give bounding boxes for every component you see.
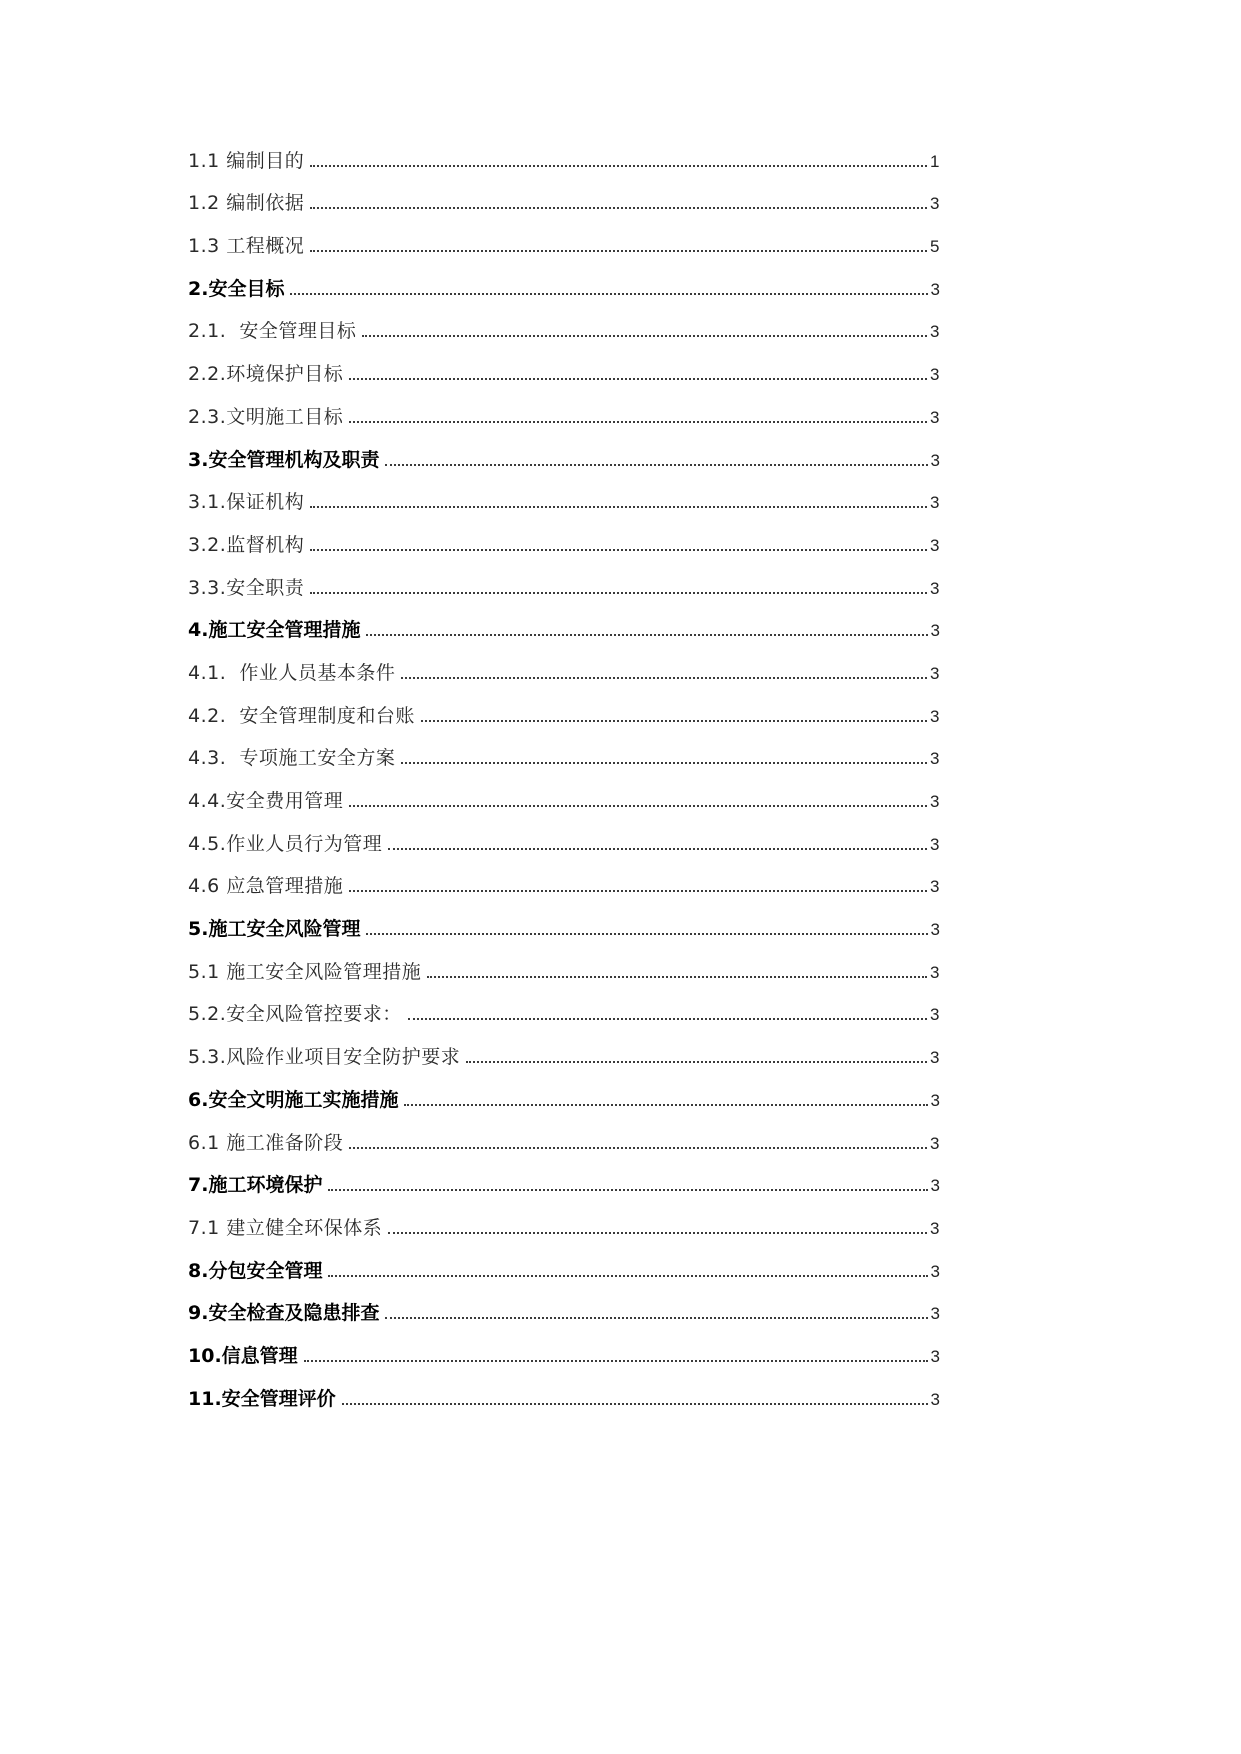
toc-entry-title: 4.5.作业人员行为管理 xyxy=(188,832,383,855)
toc-dot-leader xyxy=(362,335,927,337)
toc-subentry[interactable] xyxy=(188,1199,940,1242)
toc-subentry[interactable] xyxy=(188,303,940,346)
toc-entry-title: 8.分包安全管理 xyxy=(188,1259,323,1282)
toc-entry-title: 2.2.环境保护目标 xyxy=(188,363,344,386)
toc-entry-title: 11.安全管理评价 xyxy=(188,1387,336,1410)
toc-page-number: 3 xyxy=(930,407,940,427)
toc-entry-title: 3.2.监督机构 xyxy=(188,533,305,556)
toc-dot-leader xyxy=(466,1061,927,1063)
toc-dot-leader xyxy=(328,1275,927,1277)
toc-dot-leader xyxy=(385,464,927,466)
toc-page-number: 3 xyxy=(930,279,940,299)
toc-page-number: 1 xyxy=(930,151,940,171)
toc-subentry[interactable] xyxy=(188,1028,940,1071)
toc-dot-leader xyxy=(401,677,927,679)
toc-page-number: 3 xyxy=(930,535,940,555)
toc-entry-title: 10.信息管理 xyxy=(188,1344,298,1367)
toc-entry-title: 3.1.保证机构 xyxy=(188,491,305,514)
toc-heading-entry[interactable] xyxy=(188,602,940,645)
toc-page-number: 3 xyxy=(930,578,940,598)
toc-dot-leader xyxy=(349,378,927,380)
toc-page-number: 3 xyxy=(930,365,940,385)
toc-entry-title: 5.1 施工安全风险管理措施 xyxy=(188,960,422,983)
toc-heading-entry[interactable] xyxy=(188,1242,940,1285)
toc-dot-leader xyxy=(310,165,927,167)
toc-dot-leader xyxy=(310,506,927,508)
table-of-contents xyxy=(188,132,940,1413)
toc-page-number: 3 xyxy=(930,322,940,342)
toc-page-number: 3 xyxy=(930,663,940,683)
toc-entry-title: 6.1 施工准备阶段 xyxy=(188,1131,344,1154)
toc-entry-title: 2.3.文明施工目标 xyxy=(188,405,344,428)
toc-dot-leader xyxy=(310,250,927,252)
toc-dot-leader xyxy=(349,890,927,892)
toc-page-number: 3 xyxy=(930,1304,940,1324)
toc-dot-leader xyxy=(385,1317,927,1319)
toc-page-number: 3 xyxy=(930,493,940,513)
toc-heading-entry[interactable] xyxy=(188,1071,940,1114)
toc-subentry[interactable] xyxy=(188,175,940,218)
toc-page-number: 3 xyxy=(930,877,940,897)
toc-subentry[interactable] xyxy=(188,730,940,773)
toc-subentry[interactable] xyxy=(188,474,940,517)
toc-subentry[interactable] xyxy=(188,986,940,1029)
toc-dot-leader xyxy=(366,933,927,935)
toc-dot-leader xyxy=(349,805,927,807)
toc-dot-leader xyxy=(328,1189,927,1191)
toc-entry-title: 4.3. 专项施工安全方案 xyxy=(188,747,396,770)
toc-subentry[interactable] xyxy=(188,772,940,815)
toc-heading-entry[interactable] xyxy=(188,1327,940,1370)
toc-heading-entry[interactable] xyxy=(188,1285,940,1328)
toc-heading-entry[interactable] xyxy=(188,1157,940,1200)
toc-page-number: 3 xyxy=(930,920,940,940)
toc-entry-title: 7.1 建立健全环保体系 xyxy=(188,1216,383,1239)
toc-subentry[interactable] xyxy=(188,943,940,986)
toc-entry-title: 3.安全管理机构及职责 xyxy=(188,448,380,471)
toc-entry-title: 2.安全目标 xyxy=(188,277,285,300)
toc-page-number: 3 xyxy=(930,749,940,769)
toc-page-number: 3 xyxy=(930,1261,940,1281)
toc-entry-title: 3.3.安全职责 xyxy=(188,576,305,599)
toc-page-number: 3 xyxy=(930,1133,940,1153)
toc-page-number: 3 xyxy=(930,194,940,214)
toc-page-number: 3 xyxy=(930,1090,940,1110)
toc-page-number: 5 xyxy=(930,237,940,257)
toc-heading-entry[interactable] xyxy=(188,900,940,943)
toc-page-number: 3 xyxy=(930,706,940,726)
toc-dot-leader xyxy=(349,1147,927,1149)
toc-subentry[interactable] xyxy=(188,1114,940,1157)
toc-heading-entry[interactable] xyxy=(188,431,940,474)
toc-entry-title: 1.2 编制依据 xyxy=(188,192,305,215)
toc-page-number: 3 xyxy=(930,1176,940,1196)
toc-page-number: 3 xyxy=(930,1218,940,1238)
toc-heading-entry[interactable] xyxy=(188,1370,940,1413)
toc-page-number: 3 xyxy=(930,834,940,854)
toc-dot-leader xyxy=(310,549,927,551)
toc-page-number: 3 xyxy=(930,1389,940,1409)
toc-dot-leader xyxy=(310,592,927,594)
toc-entry-title: 4.6 应急管理措施 xyxy=(188,875,344,898)
toc-entry-title: 9.安全检查及隐患排查 xyxy=(188,1302,380,1325)
toc-dot-leader xyxy=(404,1104,927,1106)
toc-entry-title: 5.施工安全风险管理 xyxy=(188,918,361,941)
toc-page-number: 3 xyxy=(930,1048,940,1068)
toc-subentry[interactable] xyxy=(188,644,940,687)
toc-dot-leader xyxy=(408,1018,927,1020)
toc-dot-leader xyxy=(401,762,927,764)
toc-heading-entry[interactable] xyxy=(188,260,940,303)
toc-dot-leader xyxy=(304,1360,928,1362)
toc-dot-leader xyxy=(427,976,927,978)
toc-page-number: 3 xyxy=(930,792,940,811)
toc-page-number: 3 xyxy=(930,1005,940,1025)
toc-entry-title: 1.3 工程概况 xyxy=(188,235,305,258)
toc-entry-title: 4.2. 安全管理制度和台账 xyxy=(188,704,415,727)
toc-dot-leader xyxy=(342,1403,928,1405)
toc-entry-title: 7.施工环境保护 xyxy=(188,1174,323,1197)
toc-entry-title: 4.1. 作业人员基本条件 xyxy=(188,661,396,684)
toc-dot-leader xyxy=(366,634,927,636)
toc-subentry[interactable] xyxy=(188,132,940,175)
toc-dot-leader xyxy=(388,848,927,850)
toc-entry-title: 2.1. 安全管理目标 xyxy=(188,320,357,343)
toc-page-number: 3 xyxy=(930,450,940,470)
toc-entry-title: 5.2.安全风险管控要求： xyxy=(188,1003,402,1026)
toc-page-number: 3 xyxy=(930,1346,940,1366)
toc-subentry[interactable] xyxy=(188,815,940,858)
toc-page-number: 3 xyxy=(930,621,940,641)
toc-list xyxy=(188,132,940,1413)
toc-subentry[interactable] xyxy=(188,687,940,730)
toc-dot-leader xyxy=(349,421,927,423)
toc-entry-title: 1.1 编制目的 xyxy=(188,149,305,172)
toc-entry-title: 5.3.风险作业项目安全防护要求 xyxy=(188,1046,461,1069)
toc-dot-leader xyxy=(421,720,927,722)
toc-subentry[interactable] xyxy=(188,345,940,388)
toc-subentry[interactable] xyxy=(188,217,940,260)
toc-subentry[interactable] xyxy=(188,858,940,901)
toc-entry-title: 4.4.安全费用管理 xyxy=(188,790,344,812)
toc-dot-leader xyxy=(290,293,927,295)
toc-subentry[interactable] xyxy=(188,559,940,602)
toc-dot-leader xyxy=(310,207,927,209)
toc-subentry[interactable] xyxy=(188,388,940,431)
toc-entry-title: 4.施工安全管理措施 xyxy=(188,619,361,642)
toc-subentry[interactable] xyxy=(188,516,940,559)
toc-entry-title: 6.安全文明施工实施措施 xyxy=(188,1088,399,1111)
toc-page-number: 3 xyxy=(930,962,940,982)
toc-dot-leader xyxy=(388,1232,927,1234)
